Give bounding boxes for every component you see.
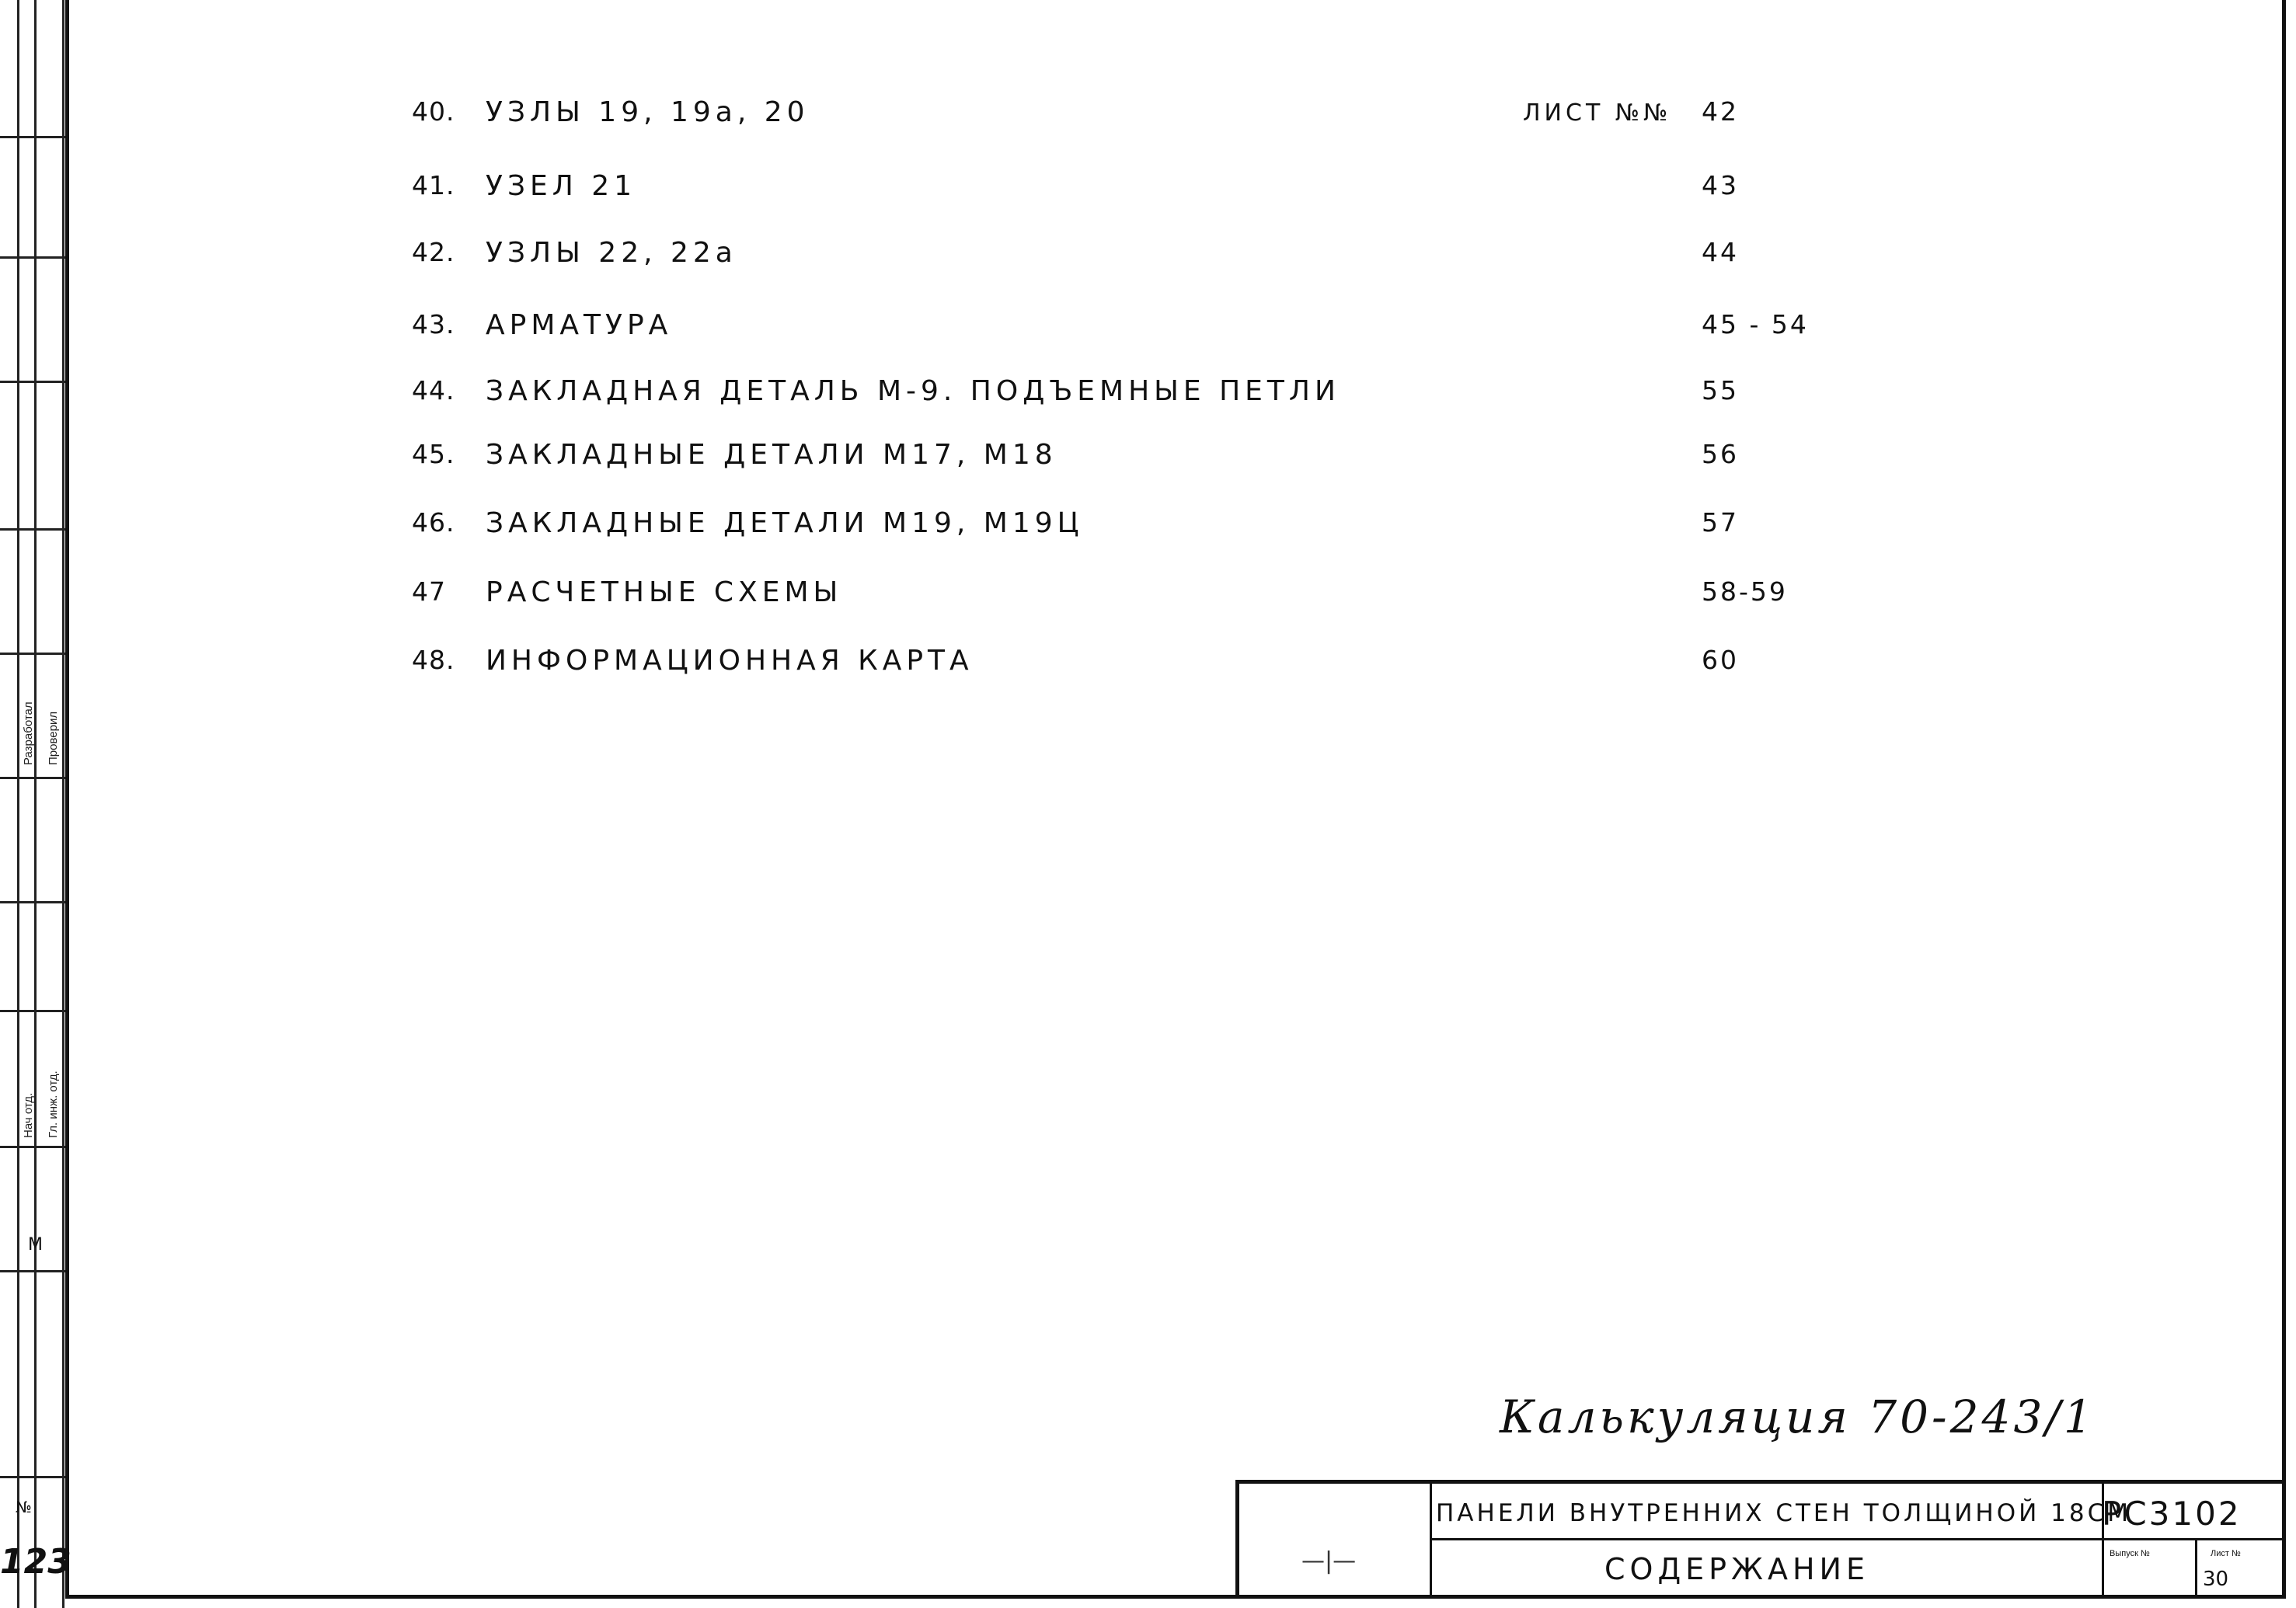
item-index: 48.	[412, 645, 455, 675]
drawing-title: ПАНЕЛИ ВНУТРЕННИХ СТЕН ТОЛЩИНОЙ 18СМ	[1436, 1499, 2132, 1527]
item-index: 46.	[412, 507, 455, 538]
item-page: 45 - 54	[1702, 309, 1809, 339]
item-index: 45.	[412, 439, 455, 469]
binding-strip	[0, 0, 71, 1608]
sheet-name: СОДЕРЖАНИЕ	[1604, 1552, 1869, 1586]
strip-no-label: №	[16, 1498, 32, 1516]
crosshair-mark: —|—	[1301, 1547, 1357, 1575]
item-index: 40.	[412, 96, 455, 127]
item-page: 55	[1702, 375, 1739, 405]
role-head-dept: Нач отд.	[22, 1092, 35, 1138]
item-page: 43	[1702, 170, 1739, 200]
calculation-note: Калькуляция 70-243/1	[1500, 1390, 2096, 1443]
sheet-no-label: Лист №	[2211, 1549, 2241, 1558]
item-title: УЗЕЛ 21	[486, 170, 637, 202]
item-index: 47	[412, 576, 446, 607]
item-page: 60	[1702, 645, 1739, 675]
item-title: РАСЧЕТНЫЕ СХЕМЫ	[486, 576, 843, 608]
role-developed: Разработал	[22, 701, 35, 765]
item-title: УЗЛЫ 22, 22а	[486, 237, 737, 269]
strip-mark: М	[28, 1235, 43, 1255]
item-title: ЗАКЛАДНАЯ ДЕТАЛЬ М-9. ПОДЪЕМНЫЕ ПЕТЛИ	[486, 375, 1340, 407]
item-title: ЗАКЛАДНЫЕ ДЕТАЛИ М19, М19Ц	[486, 507, 1084, 539]
drawing-sheet	[65, 0, 2286, 1599]
item-page: 42	[1702, 96, 1739, 127]
item-title: АРМАТУРА	[486, 309, 673, 341]
strip-number: 123	[0, 1542, 71, 1582]
role-checked: Проверил	[47, 711, 60, 765]
role-chief-engineer: Гл. инж. отд.	[47, 1070, 60, 1138]
item-title: УЗЛЫ 19, 19а, 20	[486, 96, 810, 128]
item-index: 44.	[412, 375, 455, 405]
item-index: 43.	[412, 309, 455, 339]
item-index: 41.	[412, 170, 455, 200]
sheet-numbers-label: ЛИСТ №№	[1523, 99, 1672, 127]
item-title: ЗАКЛАДНЫЕ ДЕТАЛИ М17, М18	[486, 439, 1057, 471]
item-page: 58-59	[1702, 576, 1788, 607]
issue-label: Выпуск №	[2110, 1549, 2150, 1558]
drawing-code: РС3102	[2102, 1495, 2242, 1533]
item-page: 57	[1702, 507, 1739, 538]
item-index: 42.	[412, 237, 455, 267]
item-page: 44	[1702, 237, 1739, 267]
item-title: ИНФОРМАЦИОННАЯ КАРТА	[486, 645, 974, 677]
title-block	[1235, 1480, 2286, 1599]
item-page: 56	[1702, 439, 1739, 469]
sheet-number: 30	[2203, 1568, 2229, 1591]
